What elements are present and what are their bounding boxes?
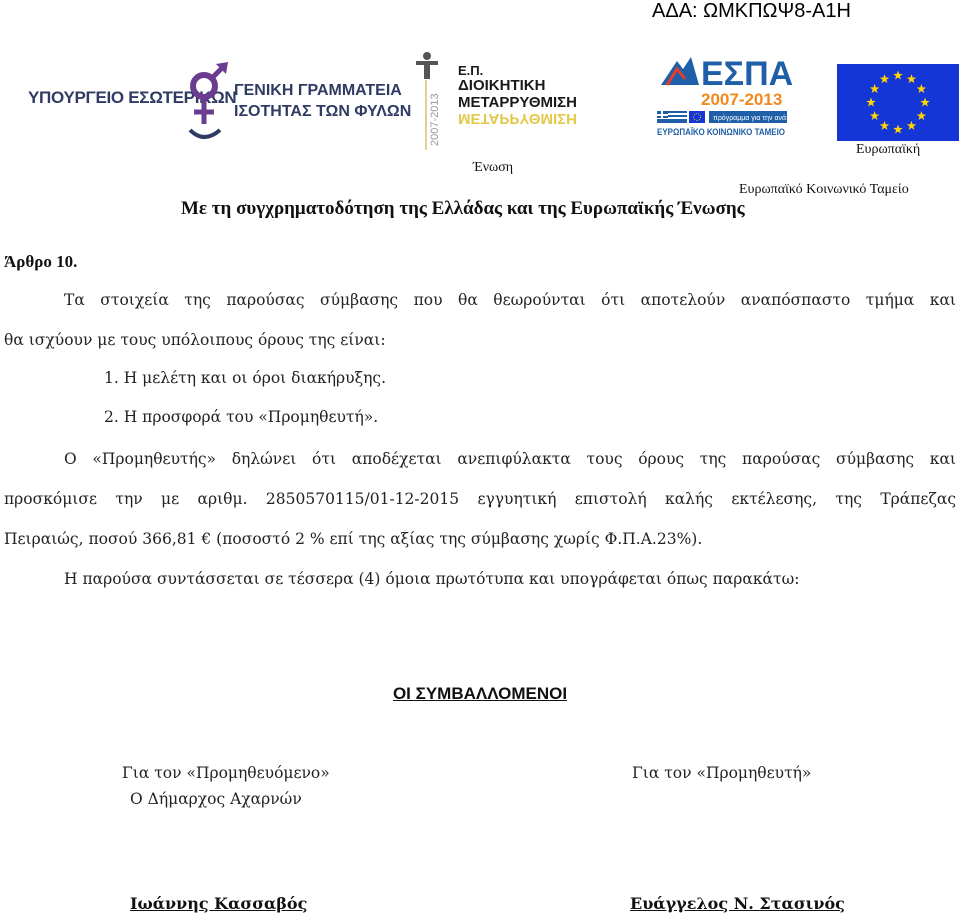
left-signatory-name: Ιωάννης Κασσαβός [130, 894, 308, 913]
dm-ep: Ε.Π. [458, 63, 484, 78]
gender-equality-symbol-icon [182, 60, 230, 144]
cofunding-statement: Με τη συγχρηματοδότηση της Ελλάδας και της Ευρωπαϊκής Ένωσης [181, 198, 745, 219]
espa-logo [657, 55, 805, 140]
eu-label: Ευρωπαϊκή [856, 142, 921, 157]
ada-code: ΑΔΑ: ΩΜΚΠΩΨ8-Α1Η [652, 0, 851, 22]
social-fund-label: Ευρωπαϊκό Κοινωνικό Ταμείο [739, 182, 909, 197]
declaration-line-2: προσκόμισε την με αριθμ. 2850570115/01-12-2015 εγγυητική επιστολή καλής εκτέλεσης, της Τράπεζας [4, 490, 956, 508]
left-signatory-role: Για τον «Προμηθευόμενο» [122, 764, 330, 782]
right-signatory-name: Ευάγγελος Ν. Στασινός [630, 894, 845, 913]
list-item: 1. Η μελέτη και οι όροι διακήρυξης. [104, 369, 386, 387]
ministry-logo-text: ΥΠΟΥΡΓΕΙΟ ΕΣΩΤΕΡΙΚΩΝ [28, 88, 237, 107]
dm-line-2-reflection: ΜΕΤΑΡΡΥΘΜΙΣΗ [458, 110, 577, 127]
espa-fund: ΕΥΡΩΠΑΪΚΟ ΚΟΙΝΩΝΙΚΟ ΤΑΜΕΙΟ [657, 127, 785, 137]
gg-line-1: ΓΕΝΙΚΗ ΓΡΑΜΜΑΤΕΙΑ [234, 82, 402, 99]
union-label: Ένωση [473, 160, 514, 175]
right-signatory-role: Για τον «Προμηθευτή» [632, 764, 812, 782]
article-title: Άρθρο 10. [4, 252, 78, 271]
espa-years: 2007-2013 [701, 90, 783, 109]
dm-year-text: 2007-2013 [429, 93, 441, 146]
espa-title: ΕΣΠΑ [701, 55, 794, 93]
admin-reform-logo-text [458, 64, 577, 126]
dm-line-2: ΜΕΤΑΡΡΥΘΜΙΣΗ [458, 94, 577, 111]
vertical-year-label [425, 50, 443, 150]
declaration-line-1: Ο «Προμηθευτής» δηλώνει ότι αποδέχεται ανεπιφύλακτα τους όρους της παρούσας σύμβασης και [64, 450, 956, 468]
closing-line: Η παρούσα συντάσσεται σε τέσσερα (4) όμοια πρωτότυπα και υπογράφεται όπως παρακάτω: [64, 570, 800, 588]
eu-flag-icon [837, 64, 959, 141]
intro-line-1: Τα στοιχεία της παρούσας σύμβασης που θα θεωρούνται ότι αποτελούν αναπόσπαστο τμήμα και [64, 291, 956, 309]
gg-line-2: ΙΣΟΤΗΤΑΣ ΤΩΝ ΦΥΛΩΝ [234, 103, 412, 120]
list-item: 2. Η προσφορά του «Προμηθευτή». [104, 408, 379, 426]
gender-secretariat-logo-text [234, 80, 411, 122]
dm-line-1: ΔΙΟΙΚΗΤΙΚΗ [458, 77, 546, 94]
parties-heading: ΟΙ ΣΥΜΒΑΛΛΟΜΕΝΟΙ [392, 684, 568, 703]
intro-line-2: θα ισχύουν με τους υπόλοιπους όρους της είναι: [4, 331, 386, 349]
left-signatory-subrole: Ο Δήμαρχος Αχαρνών [130, 790, 302, 808]
espa-tagline: πρόγραμμα για την ανάπτυξη [713, 115, 805, 122]
declaration-line-3: Πειραιώς, ποσού 366,81 € (ποσοστό 2 % επί της αξίας της σύμβασης χωρίς Φ.Π.Α.23%). [4, 530, 703, 548]
